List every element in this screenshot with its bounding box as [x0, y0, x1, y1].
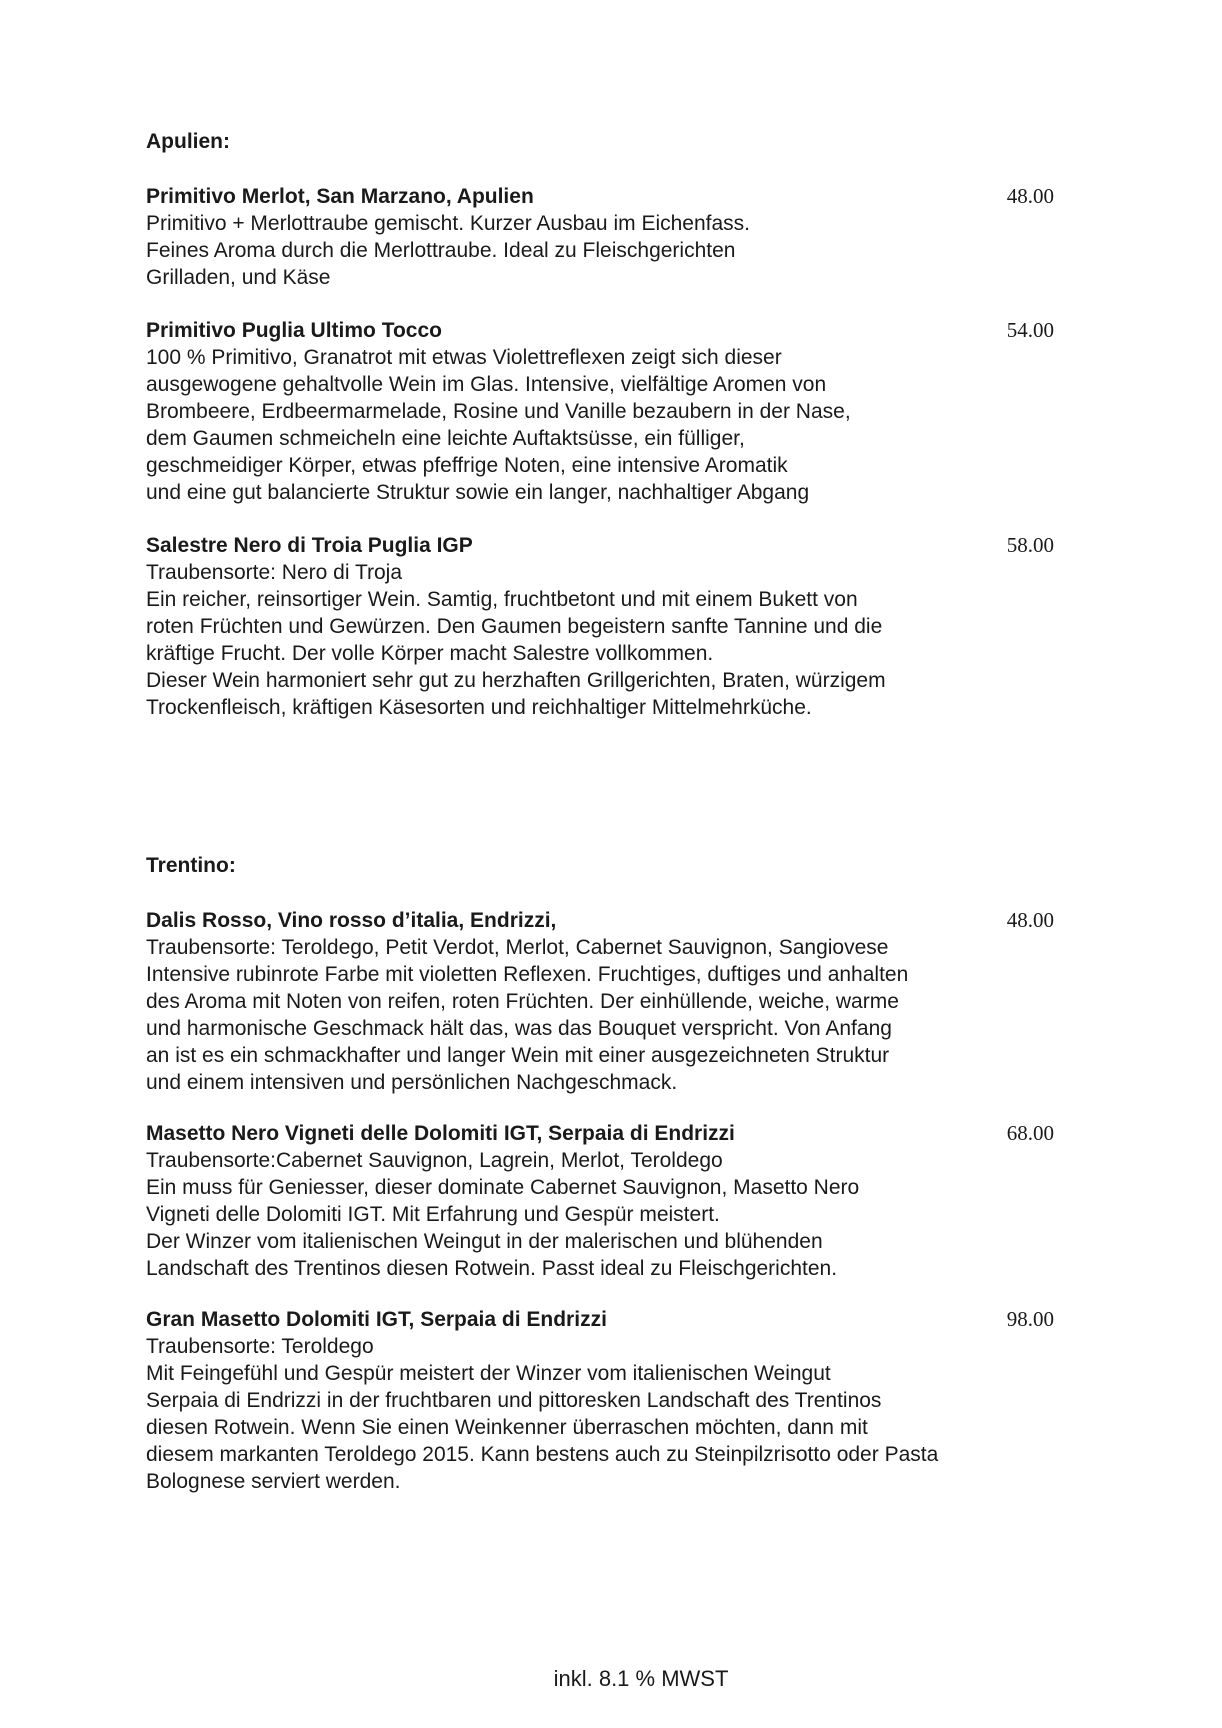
region-title: Apulien: [146, 130, 230, 153]
wine-header [146, 317, 1066, 344]
wine-entry [146, 317, 1066, 506]
wine-entry [146, 532, 1066, 721]
wine-description-line: dem Gaumen schmeicheln eine leichte Auftaktsüsse, ein fülliger, [146, 427, 745, 450]
wine-name: Salestre Nero di Troia Puglia IGP [146, 534, 473, 557]
wine-description-line: und eine gut balancierte Struktur sowie ein langer, nachhaltiger Abgang [146, 481, 810, 504]
wine-description-line: geschmeidiger Körper, etwas pfeffrige Noten, eine intensive Aromatik [146, 454, 788, 477]
wine-header [146, 907, 1066, 934]
wine-description-line: Brombeere, Erdbeermarmelade, Rosine und Vanille bezaubern in der Nase, [146, 400, 851, 423]
wine-description-line: des Aroma mit Noten von reifen, roten Früchten. Der einhüllende, weiche, warme [146, 990, 899, 1013]
region-section-trentino [146, 852, 1066, 1495]
wine-price: 48.00 [1006, 908, 1054, 932]
vat-footer-note: inkl. 8.1 % MWST [553, 1666, 729, 1691]
wine-entry [146, 1306, 1066, 1495]
wine-description-line: roten Früchten und Gewürzen. Den Gaumen begeistern sanfte Tannine und die [146, 615, 883, 638]
wine-description-line: Traubensorte: Nero di Troja [146, 561, 403, 584]
wine-description-line: Mit Feingefühl und Gespür meistert der Winzer vom italienischen Weingut [146, 1362, 831, 1385]
wine-description-line: Traubensorte:Cabernet Sauvignon, Lagrein, Merlot, Teroldego [146, 1149, 723, 1172]
wine-description-line: 100 % Primitivo, Granatrot mit etwas Violettreflexen zeigt sich dieser [146, 346, 782, 369]
wine-entry [146, 183, 1066, 291]
region-section-apulien [146, 128, 1066, 721]
wine-description-line: ausgewogene gehaltvolle Wein im Glas. Intensive, vielfältige Aromen von [146, 373, 827, 396]
wine-description-line: Feines Aroma durch die Merlottraube. Ideal zu Fleischgerichten [146, 239, 736, 262]
wine-name: Masetto Nero Vigneti delle Dolomiti IGT, Serpaia di Endrizzi [146, 1122, 735, 1145]
wine-name: Dalis Rosso, Vino rosso d’italia, Endrizzi, [146, 909, 557, 932]
wine-description-line: diesem markanten Teroldego 2015. Kann bestens auch zu Steinpilzrisotto oder Pasta [146, 1443, 939, 1466]
wine-description-line: Der Winzer vom italienischen Weingut in der malerischen und blühenden [146, 1230, 823, 1253]
wine-description-line: Dieser Wein harmoniert sehr gut zu herzhaften Grillgerichten, Braten, würzigem [146, 669, 886, 692]
wine-name: Gran Masetto Dolomiti IGT, Serpaia di Endrizzi [146, 1308, 607, 1331]
wine-header [146, 1306, 1066, 1333]
wine-entry [146, 1120, 1066, 1282]
wine-entry [146, 907, 1066, 1096]
wine-name: Primitivo Puglia Ultimo Tocco [146, 319, 442, 342]
wine-price: 68.00 [1006, 1121, 1054, 1145]
wine-price: 98.00 [1006, 1307, 1054, 1331]
wine-description-line: an ist es ein schmackhafter und langer Wein mit einer ausgezeichneten Struktur [146, 1044, 890, 1067]
region-title: Trentino: [146, 854, 236, 877]
wine-description-line: und einem intensiven und persönlichen Nachgeschmack. [146, 1071, 678, 1094]
wine-price: 48.00 [1006, 184, 1054, 208]
wine-description-line: Trockenfleisch, kräftigen Käsesorten und reichhaltiger Mittelmehrküche. [146, 696, 812, 719]
wine-description-line: Vigneti delle Dolomiti IGT. Mit Erfahrung und Gespür meistert. [146, 1203, 720, 1226]
wine-description-line: Bolognese serviert werden. [146, 1470, 401, 1493]
wine-description-line: Serpaia di Endrizzi in der fruchtbaren und pittoresken Landschaft des Trentinos [146, 1389, 882, 1412]
wine-description-line: diesen Rotwein. Wenn Sie einen Weinkenner überraschen möchten, dann mit [146, 1416, 868, 1439]
wine-description-line: Intensive rubinrote Farbe mit violetten Reflexen. Fruchtiges, duftiges und anhalten [146, 963, 909, 986]
wine-header [146, 1120, 1066, 1147]
wine-description-line: und harmonische Geschmack hält das, was das Bouquet verspricht. Von Anfang [146, 1017, 892, 1040]
wine-description-line: Primitivo + Merlottraube gemischt. Kurzer Ausbau im Eichenfass. [146, 212, 750, 235]
wine-description-line: Grilladen, und Käse [146, 266, 331, 289]
wine-name: Primitivo Merlot, San Marzano, Apulien [146, 185, 534, 208]
wine-description-line: Traubensorte: Teroldego [146, 1335, 374, 1358]
wine-description-line: kräftige Frucht. Der volle Körper macht Salestre vollkommen. [146, 642, 714, 665]
wine-header [146, 183, 1066, 210]
wine-price: 54.00 [1006, 318, 1054, 342]
wine-price: 58.00 [1006, 533, 1054, 557]
wine-header [146, 532, 1066, 559]
wine-description-line: Landschaft des Trentinos diesen Rotwein. Passt ideal zu Fleischgerichten. [146, 1257, 838, 1280]
wine-description-line: Traubensorte: Teroldego, Petit Verdot, Merlot, Cabernet Sauvignon, Sangiovese [146, 936, 889, 959]
wine-description-line: Ein reicher, reinsortiger Wein. Samtig, fruchtbetont und mit einem Bukett von [146, 588, 858, 611]
wine-description-line: Ein muss für Geniesser, dieser dominate Cabernet Sauvignon, Masetto Nero [146, 1176, 860, 1199]
